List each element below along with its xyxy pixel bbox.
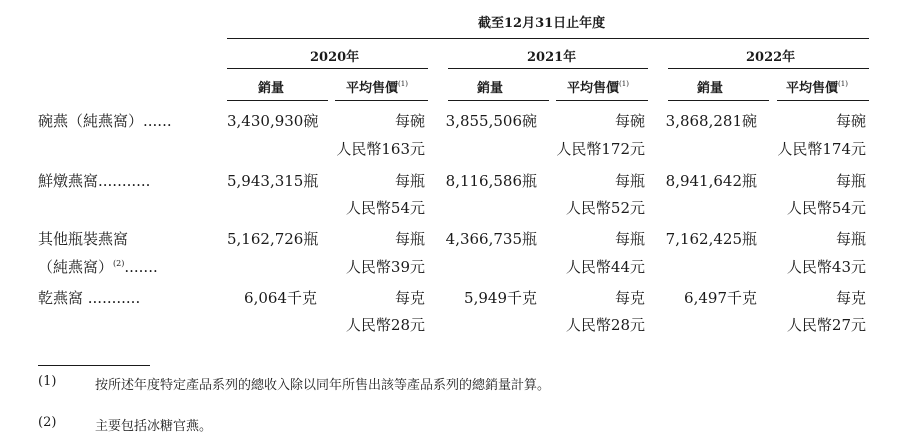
col-volume-2022: 銷量: [697, 81, 724, 96]
volume-cell: 4,366,735瓶: [445, 230, 537, 248]
col-volume-2020: 銷量: [258, 81, 285, 96]
year-rule-2021: [448, 68, 648, 69]
volume-cell: 6,064千克: [244, 289, 317, 307]
price-unit-cell: 每瓶: [835, 230, 866, 248]
year-2020: 2020年: [310, 50, 360, 65]
volume-cell: 6,497千克: [684, 289, 757, 307]
price-cell: 人民幣54元: [345, 199, 425, 217]
price-cell: 人民幣39元: [345, 258, 425, 276]
price-cell: 人民幣54元: [786, 199, 866, 217]
price-unit-cell: 每克: [394, 289, 425, 307]
col-price-note: (1): [619, 80, 629, 88]
price-unit-cell: 每瓶: [614, 230, 645, 248]
price-cell: 人民幣174元: [777, 140, 866, 158]
price-cell: 人民幣28元: [345, 316, 425, 334]
price-cell: 人民幣44元: [565, 258, 645, 276]
price-unit-cell: 每碗: [835, 112, 866, 130]
price-cell: 人民幣163元: [336, 140, 425, 158]
footnote-marker: (1): [38, 374, 57, 389]
period-rule: [227, 38, 869, 39]
volume-cell: 8,941,642瓶: [665, 172, 757, 190]
row-label: 其他瓶裝燕窩: [38, 230, 129, 248]
col-price-2022: [786, 77, 848, 96]
row-label-sub: （純燕窩）: [38, 258, 114, 276]
sub-rule-2020-price: [335, 100, 428, 101]
col-price-label: 平均售價: [567, 81, 620, 96]
volume-cell: 3,430,930碗: [227, 112, 319, 130]
price-cell: 人民幣28元: [565, 316, 645, 334]
sub-rule-2021-price: [556, 100, 648, 101]
period-label: 截至12月31日止年度: [478, 16, 606, 31]
col-price-label: 平均售價: [786, 81, 839, 96]
price-unit-cell: 每克: [614, 289, 645, 307]
price-unit-cell: 每碗: [614, 112, 645, 130]
row-label-dots: .......: [124, 258, 158, 276]
col-volume-2021: 銷量: [477, 81, 504, 96]
row-label: 碗燕（純燕窩）......: [38, 112, 172, 130]
footnote-marker: (2): [38, 415, 57, 430]
price-cell: 人民幣172元: [556, 140, 645, 158]
sub-rule-2020-vol: [227, 100, 328, 101]
volume-cell: 3,855,506碗: [445, 112, 537, 130]
volume-cell: 5,949千克: [464, 289, 537, 307]
col-price-2020: [346, 77, 408, 96]
price-unit-cell: 每碗: [394, 112, 425, 130]
price-cell: 人民幣43元: [786, 258, 866, 276]
sub-rule-2022-price: [777, 100, 869, 101]
year-2022: 2022年: [746, 50, 796, 65]
price-cell: 人民幣52元: [565, 199, 645, 217]
price-unit-cell: 每瓶: [835, 172, 866, 190]
col-price-note: (1): [838, 80, 848, 88]
col-price-note: (1): [398, 80, 408, 88]
year-2021: 2021年: [527, 50, 577, 65]
sub-rule-2022-vol: [668, 100, 769, 101]
footnote-text: 按所述年度特定產品系列的總收入除以同年所售出該等產品系列的總銷量計算。: [95, 378, 551, 393]
sub-rule-2021-vol: [448, 100, 549, 101]
footnote-ref: (2): [113, 259, 125, 268]
volume-cell: 3,868,281碗: [665, 112, 757, 130]
year-rule-2022: [668, 68, 869, 69]
volume-cell: 5,162,726瓶: [227, 230, 319, 248]
row-label: 鮮燉燕窩...........: [38, 172, 151, 190]
footnote-text: 主要包括冰糖官燕。: [95, 419, 213, 434]
price-unit-cell: 每瓶: [394, 230, 425, 248]
price-unit-cell: 每克: [835, 289, 866, 307]
footnote-rule: [38, 365, 150, 366]
price-cell: 人民幣27元: [786, 316, 866, 334]
row-label: 乾燕窩 ...........: [38, 289, 141, 307]
price-unit-cell: 每瓶: [394, 172, 425, 190]
year-rule-2020: [227, 68, 428, 69]
col-price-label: 平均售價: [346, 81, 399, 96]
price-unit-cell: 每瓶: [614, 172, 645, 190]
volume-cell: 7,162,425瓶: [665, 230, 757, 248]
volume-cell: 8,116,586瓶: [445, 172, 537, 190]
row-label-line2: [38, 256, 158, 277]
col-price-2021: [567, 77, 629, 96]
volume-cell: 5,943,315瓶: [227, 172, 319, 190]
